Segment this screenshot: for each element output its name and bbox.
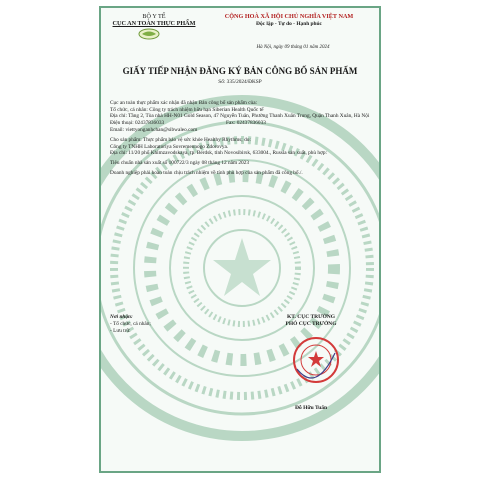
signature-title: KT. CỤC TRƯỞNG	[286, 314, 336, 320]
vfa-logo-icon	[138, 28, 160, 40]
standard: Tiêu chuẩn nhà sản xuất số 100722/3 ngày 08 tháng 12 năm 2023	[110, 160, 249, 167]
recipient-item: - Tổ chức, cá nhân;	[110, 321, 151, 327]
issue-date: Hà Nội, ngày 09 tháng 01 năm 2024	[256, 45, 330, 50]
responsibility: Doanh nghiệp phải hoàn toàn chịu trách nhiệm về tính phù hợp của sản phẩm đã công bố./.	[110, 170, 303, 177]
signature-subtitle: PHÓ CỤC TRƯỞNG	[285, 321, 337, 327]
signer-name: Đỗ Hữu Tuấn	[294, 405, 328, 411]
ministry-name: BỘ Y TẾ	[142, 13, 166, 20]
intro-text: Cục an toàn thực phẩm xác nhận đã nhận Bản công bố sản phẩm của:	[110, 100, 258, 106]
department-name: CỤC AN TOÀN THỰC PHẨM	[112, 20, 196, 27]
national-motto: Độc lập - Tự do - Hạnh phúc	[256, 21, 322, 27]
manufacturer: Công ty TNHH Laboratoriya Sovremennogo Zdorovya.	[110, 143, 229, 150]
document-sheet	[99, 6, 381, 473]
manufacturer-address: Địa chỉ: 11/20 phố Khimzavodskaya, tp. Berdsk, tỉnh Novosibirsk, 633004., Russia sản xuất, phù hợp:	[110, 150, 327, 157]
recipient-item: - Lưu trữ.	[110, 328, 131, 334]
organization-address: Địa chỉ: Tầng 2, Tòa nhà HH-N01 Gold Season, 47 Nguyễn Tuân, Phường Thanh Xuân Trung, Quận Thanh Xuân, Hà Nội	[110, 113, 370, 120]
recipients-heading: Nơi nhận:	[110, 314, 133, 320]
product-name: Cho sản phẩm: Thực phẩm bảo vệ sức khỏe Healthy Rhythms; do:	[110, 136, 251, 143]
document-title: GIẤY TIẾP NHẬN ĐĂNG KÝ BẢN CÔNG BỐ SẢN PHẨM	[122, 66, 358, 76]
issuer-block	[107, 13, 201, 27]
document-number: Số: 335/2024/ĐKSP	[218, 79, 262, 85]
recipients	[110, 314, 210, 335]
signature-block	[251, 314, 371, 328]
contact-row	[110, 120, 372, 127]
organization: Tổ chức, cá nhân: Công ty trách nhiệm hữu hạn Siberian Health Quốc tế	[110, 106, 264, 113]
red-seal-stamp-icon	[291, 335, 341, 385]
phone: Điện thoại: 02437836033	[110, 120, 165, 127]
fax: Fax: 02437836033	[226, 120, 266, 127]
email: Email: viettyonganhchan@sibwaleo.com	[110, 126, 198, 133]
state-header	[203, 13, 375, 27]
document-body	[110, 100, 372, 177]
country-name: CỘNG HOÀ XÃ HỘI CHỦ NGHĨA VIỆT NAM	[224, 13, 354, 20]
